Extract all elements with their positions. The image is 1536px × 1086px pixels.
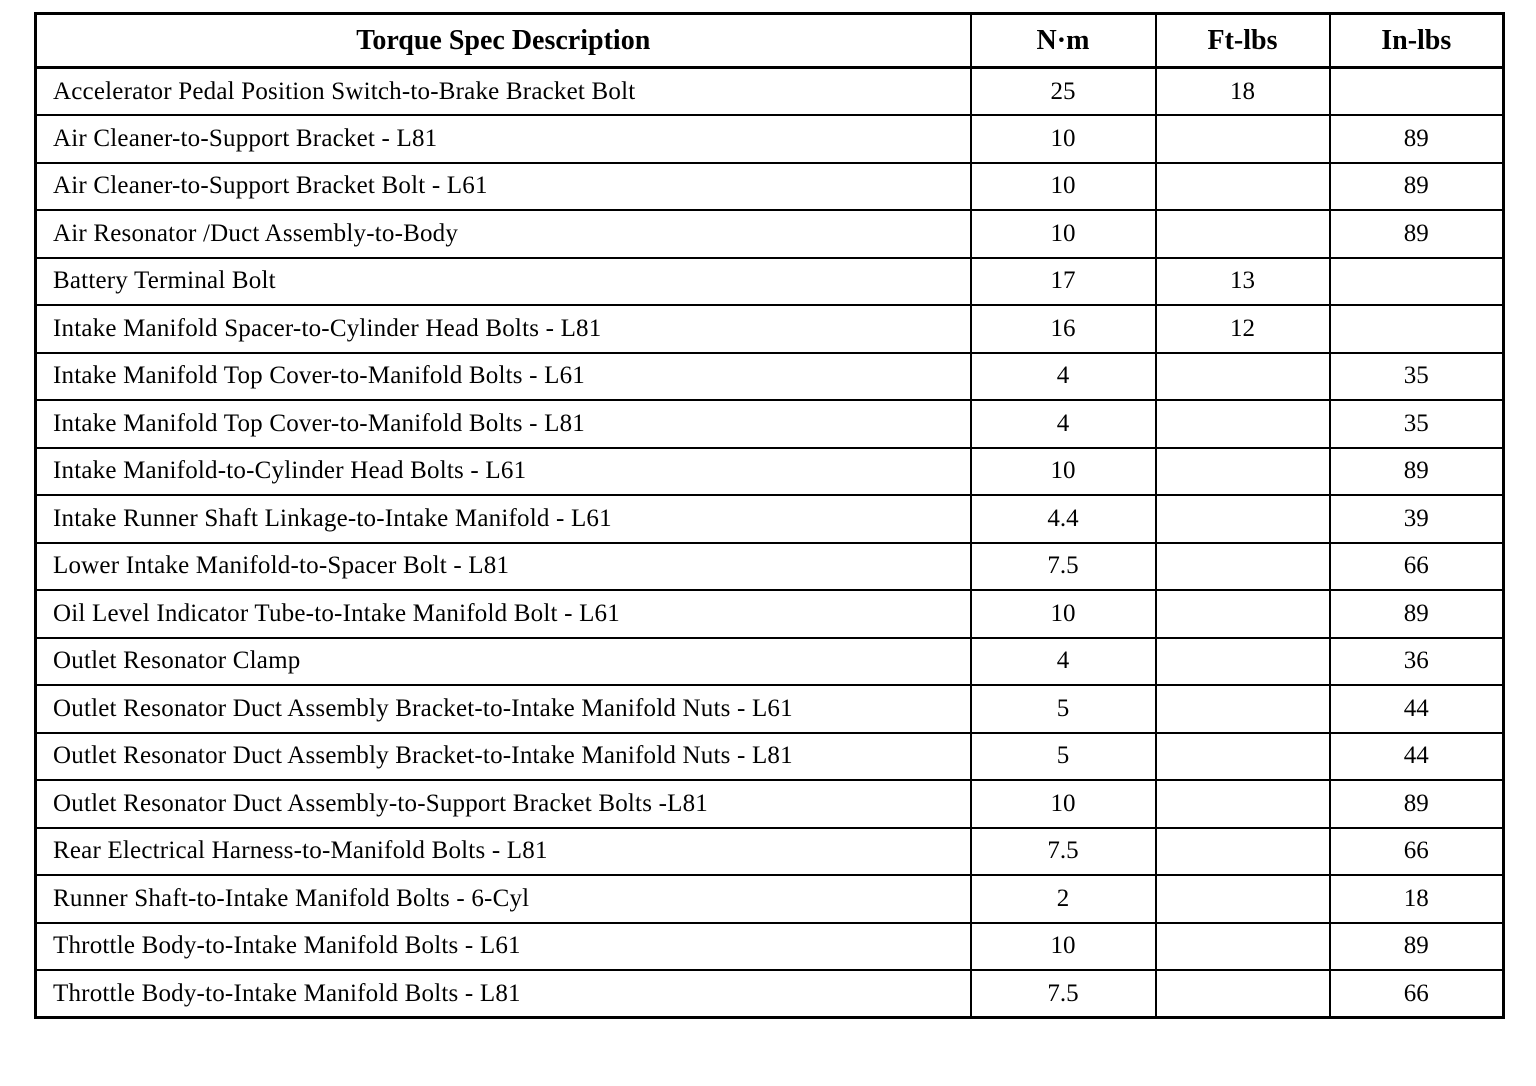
cell-description: Outlet Resonator Duct Assembly Bracket-to-Intake Manifold Nuts - L61 [36, 685, 971, 733]
cell-nm: 5 [971, 685, 1156, 733]
cell-description: Intake Manifold-to-Cylinder Head Bolts - L61 [36, 448, 971, 496]
cell-inlbs: 36 [1330, 638, 1504, 686]
cell-inlbs: 89 [1330, 923, 1504, 971]
cell-inlbs [1330, 258, 1504, 306]
table-row [36, 400, 1504, 448]
cell-nm: 10 [971, 590, 1156, 638]
cell-inlbs: 89 [1330, 115, 1504, 163]
cell-description: Intake Manifold Top Cover-to-Manifold Bolts - L81 [36, 400, 971, 448]
cell-inlbs: 18 [1330, 875, 1504, 923]
cell-ftlbs [1156, 685, 1330, 733]
cell-ftlbs [1156, 543, 1330, 591]
table-row [36, 448, 1504, 496]
table-row [36, 780, 1504, 828]
header-nm: N·m [971, 14, 1156, 68]
cell-nm: 10 [971, 780, 1156, 828]
table-row [36, 163, 1504, 211]
header-description: Torque Spec Description [36, 14, 971, 68]
table-row [36, 305, 1504, 353]
cell-nm: 4 [971, 638, 1156, 686]
cell-ftlbs [1156, 163, 1330, 211]
cell-ftlbs: 18 [1156, 68, 1330, 116]
table-row [36, 923, 1504, 971]
cell-nm: 10 [971, 210, 1156, 258]
table-row [36, 875, 1504, 923]
cell-ftlbs: 13 [1156, 258, 1330, 306]
cell-inlbs [1330, 305, 1504, 353]
cell-nm: 17 [971, 258, 1156, 306]
cell-inlbs: 66 [1330, 970, 1504, 1018]
cell-inlbs: 39 [1330, 495, 1504, 543]
table-row [36, 638, 1504, 686]
cell-nm: 7.5 [971, 970, 1156, 1018]
cell-description: Air Cleaner-to-Support Bracket Bolt - L61 [36, 163, 971, 211]
cell-ftlbs [1156, 828, 1330, 876]
cell-description: Battery Terminal Bolt [36, 258, 971, 306]
cell-description: Intake Manifold Spacer-to-Cylinder Head Bolts - L81 [36, 305, 971, 353]
table-row [36, 590, 1504, 638]
cell-description: Intake Manifold Top Cover-to-Manifold Bolts - L61 [36, 353, 971, 401]
cell-inlbs [1330, 68, 1504, 116]
cell-nm: 7.5 [971, 828, 1156, 876]
cell-ftlbs: 12 [1156, 305, 1330, 353]
cell-nm: 25 [971, 68, 1156, 116]
cell-inlbs: 89 [1330, 780, 1504, 828]
cell-inlbs: 66 [1330, 828, 1504, 876]
cell-nm: 4 [971, 400, 1156, 448]
cell-ftlbs [1156, 448, 1330, 496]
cell-ftlbs [1156, 638, 1330, 686]
cell-nm: 4.4 [971, 495, 1156, 543]
cell-nm: 7.5 [971, 543, 1156, 591]
cell-nm: 10 [971, 923, 1156, 971]
cell-ftlbs [1156, 733, 1330, 781]
cell-nm: 2 [971, 875, 1156, 923]
table-row [36, 543, 1504, 591]
cell-description: Lower Intake Manifold-to-Spacer Bolt - L81 [36, 543, 971, 591]
cell-ftlbs [1156, 210, 1330, 258]
cell-ftlbs [1156, 495, 1330, 543]
cell-ftlbs [1156, 970, 1330, 1018]
table-row [36, 828, 1504, 876]
cell-description: Throttle Body-to-Intake Manifold Bolts - L61 [36, 923, 971, 971]
torque-spec-table [34, 12, 1505, 1019]
cell-description: Air Resonator /Duct Assembly-to-Body [36, 210, 971, 258]
cell-nm: 16 [971, 305, 1156, 353]
cell-ftlbs [1156, 353, 1330, 401]
cell-description: Accelerator Pedal Position Switch-to-Brake Bracket Bolt [36, 68, 971, 116]
cell-ftlbs [1156, 400, 1330, 448]
cell-inlbs: 89 [1330, 210, 1504, 258]
table-row [36, 68, 1504, 116]
table-row [36, 495, 1504, 543]
cell-inlbs: 35 [1330, 400, 1504, 448]
cell-inlbs: 89 [1330, 163, 1504, 211]
cell-nm: 10 [971, 163, 1156, 211]
table-row [36, 970, 1504, 1018]
cell-ftlbs [1156, 875, 1330, 923]
cell-description: Rear Electrical Harness-to-Manifold Bolts - L81 [36, 828, 971, 876]
table-row [36, 685, 1504, 733]
cell-description: Air Cleaner-to-Support Bracket - L81 [36, 115, 971, 163]
cell-inlbs: 44 [1330, 685, 1504, 733]
table-row [36, 353, 1504, 401]
cell-inlbs: 89 [1330, 448, 1504, 496]
cell-description: Oil Level Indicator Tube-to-Intake Manifold Bolt - L61 [36, 590, 971, 638]
table-row [36, 258, 1504, 306]
cell-inlbs: 89 [1330, 590, 1504, 638]
cell-inlbs: 44 [1330, 733, 1504, 781]
cell-nm: 10 [971, 115, 1156, 163]
cell-nm: 4 [971, 353, 1156, 401]
cell-ftlbs [1156, 115, 1330, 163]
cell-inlbs: 35 [1330, 353, 1504, 401]
cell-ftlbs [1156, 780, 1330, 828]
header-ftlbs: Ft-lbs [1156, 14, 1330, 68]
cell-nm: 10 [971, 448, 1156, 496]
cell-description: Outlet Resonator Clamp [36, 638, 971, 686]
cell-description: Runner Shaft-to-Intake Manifold Bolts - 6-Cyl [36, 875, 971, 923]
cell-nm: 5 [971, 733, 1156, 781]
table-row [36, 733, 1504, 781]
header-inlbs: In-lbs [1330, 14, 1504, 68]
cell-inlbs: 66 [1330, 543, 1504, 591]
cell-description: Intake Runner Shaft Linkage-to-Intake Manifold - L61 [36, 495, 971, 543]
cell-description: Outlet Resonator Duct Assembly-to-Support Bracket Bolts -L81 [36, 780, 971, 828]
table-body [36, 68, 1504, 1018]
torque-spec-table-container [34, 12, 1502, 1019]
table-header-row [36, 14, 1504, 68]
cell-ftlbs [1156, 923, 1330, 971]
cell-ftlbs [1156, 590, 1330, 638]
table-row [36, 115, 1504, 163]
cell-description: Outlet Resonator Duct Assembly Bracket-to-Intake Manifold Nuts - L81 [36, 733, 971, 781]
table-row [36, 210, 1504, 258]
cell-description: Throttle Body-to-Intake Manifold Bolts - L81 [36, 970, 971, 1018]
